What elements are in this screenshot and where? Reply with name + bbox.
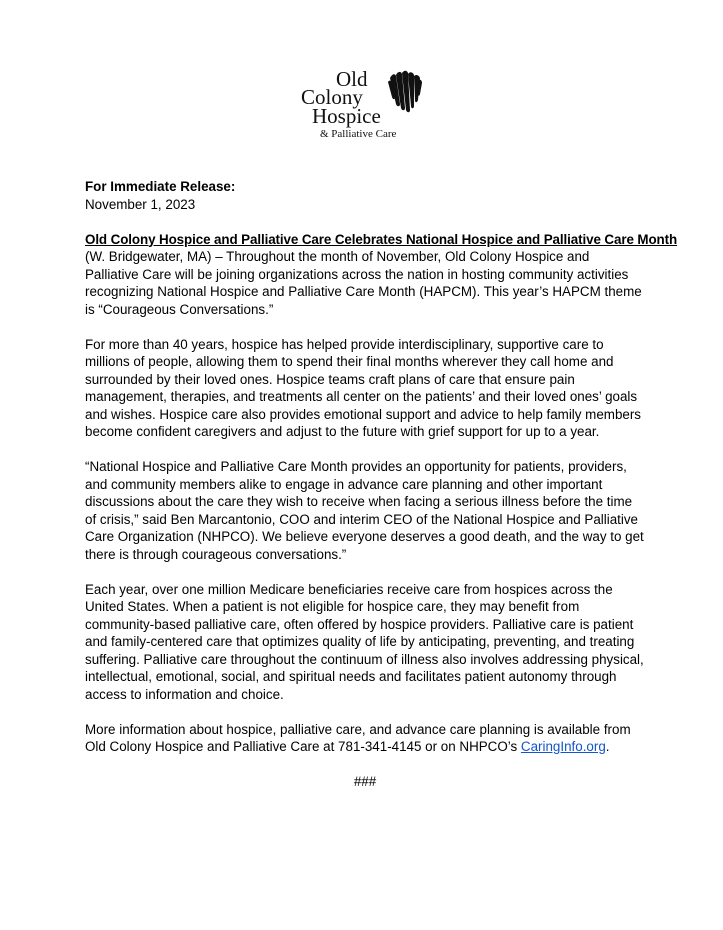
headline: Old Colony Hospice and Palliative Care Celebrates National Hospice and Palliative Care Month: [85, 231, 678, 247]
release-date: November 1, 2023: [85, 196, 196, 212]
paragraph-contact: [85, 721, 645, 756]
contact-text: More information about hospice, palliative care, and advance care planning is available from Old Colony Hospice and Palliative Care at 781-341-4145 or on NHPCO’s: [85, 721, 631, 754]
caringinfo-link[interactable]: CaringInfo.org: [520, 739, 606, 754]
paragraph-quote: “National Hospice and Palliative Care Month provides an opportunity for patients, providers, and community members alike to engage in advance care planning and other important discussions about the care they wish to receive when facing a serious illness before the time of crisis,” said Ben Marcantonio, COO and interim CEO of the National Hospice and Palliative Care Organization (NHPCO). We believe everyone deserves a good death, and the way to get there is through courageous conversations.”: [85, 459, 644, 562]
release-info: [85, 178, 645, 213]
logo-word-colony: Colony: [301, 85, 363, 109]
contact-period: .: [605, 739, 610, 754]
paragraph-dateline: (W. Bridgewater, MA) – Throughout the month of November, Old Colony Hospice and Palliative Care will be joining organizations across the nation in hosting community activities recognizing National Hospice and Palliative Care Month (HAPCM). This year’s HAPCM theme is “Courageous Conversations.”: [85, 249, 642, 317]
paragraph-history: For more than 40 years, hospice has helped provide interdisciplinary, supportive care to millions of people, allowing them to spend their final months wherever they call home and surrounded by their loved ones. Hospice teams craft plans of care that ensure pain management, therapies, and treatments all center on the patients’ and their loved ones’ goals and wishes. Hospice care also provides emotional support and advice to help family members become confident caregivers and adjust to the future with grief support for up to a year.: [85, 336, 641, 439]
release-label: For Immediate Release:: [85, 179, 236, 194]
press-release-body: [85, 178, 678, 808]
end-mark: ###: [353, 774, 377, 789]
logo-tagline: & Palliative Care: [320, 128, 397, 140]
intro-block: [85, 231, 678, 319]
paragraph-medicare: Each year, over one million Medicare beneficiaries receive care from hospices across the United States. When a patient is not eligible for hospice care, they may benefit from community-based palliative care, often offered by hospice providers. Palliative care is patient and family-centered care that optimizes quality of life by anticipating, preventing, and treating suffering. Palliative care throughout the continuum of illness also involves addressing physical, intellectual, emotional, social, and spiritual needs and facilitates patient autonomy through access to information and choice.: [85, 581, 644, 702]
logo-word-old: Old: [336, 67, 368, 91]
organization-logo: [298, 66, 428, 148]
logo-word-hospice: Hospice: [312, 104, 381, 128]
brushstroke-heart-icon: [387, 70, 423, 114]
